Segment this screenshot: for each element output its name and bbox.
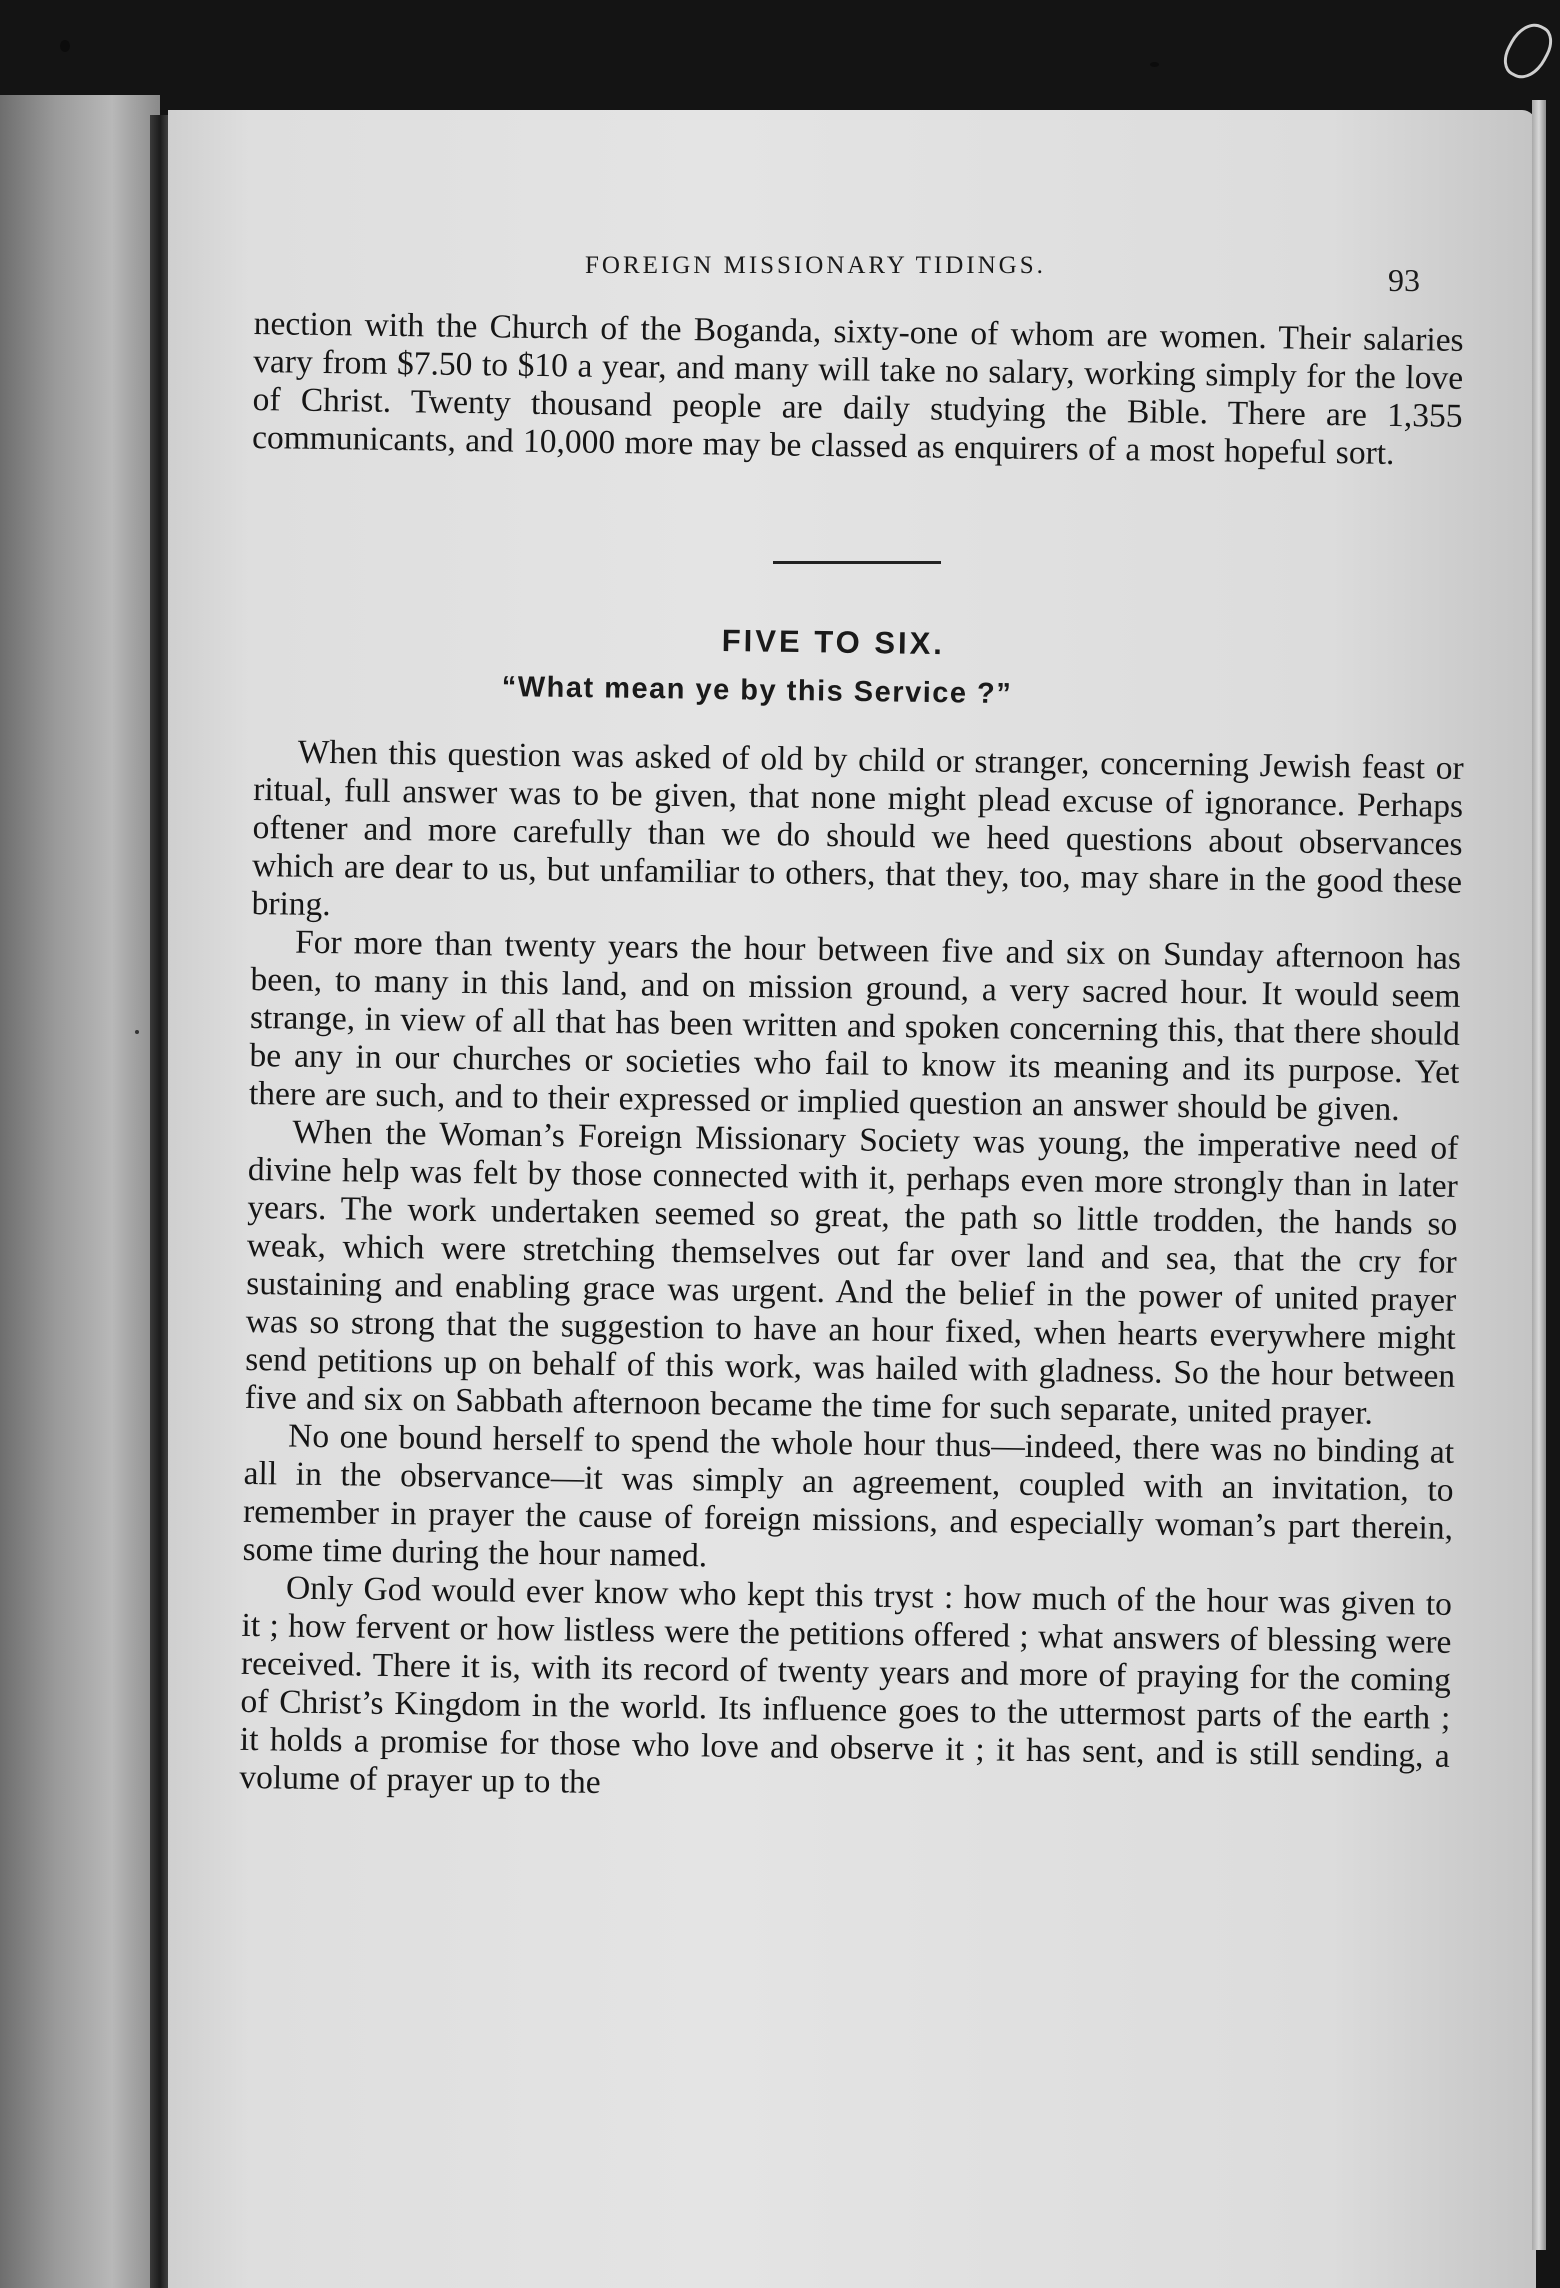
paragraph: When the Woman’s Foreign Missionary Society was young, the imperative need of divine help was felt by those connected with it, perhaps even more strongly than in later years. The work undertaken seemed so great, the path so little trodden, the hands so weak, which were stretching themselves out far over land and sea, that the cry for sustaining and enabling grace was urgent. And the belief in the power of united prayer was so strong that the suggestion to have an hour fixed, when hearts everywhere might send petitions up on behalf of this work, was hailed with gladness. So the hour between five and six on Sabbath afternoon became the time for such separate, united prayer.: [244, 1113, 1459, 1432]
section-divider: [773, 561, 941, 564]
scan-speck: [60, 40, 70, 52]
continued-paragraph: nection with the Church of the Boganda, sixty-one of whom are women. Their salaries vary from $7.50 to $10 a year, and many will take no salary, working simply for the love of Christ. Twenty thousand people are daily studying the Bible. There are 1,355 communicants, and 10,000 more may be classed as enquirers of a most hopeful sort.: [251, 305, 1464, 472]
scan-speck: [135, 1030, 139, 1034]
corner-loop-mark: [1497, 16, 1560, 86]
facing-page-edge: [0, 95, 160, 2288]
paragraph: For more than twenty years the hour between five and six on Sunday afternoon has been, to many in this land, and on mission ground, a very sacred hour. It would seem strange, in view of all that has been written and spoken concerning this, that there should be any in our churches or societies who fail to know its meaning and its purpose. Yet there are such, and to their expressed or implied question an answer should be given.: [248, 923, 1462, 1129]
page-number: 93: [1388, 262, 1420, 298]
article-body: [239, 733, 1464, 1814]
paragraph: No one bound herself to spend the whole hour thus—indeed, there was no binding at all in the observance—it was simply an agreement, coupled with an invitation, to remember in prayer the cause of foreign missions, and especially woman’s part therein, some time during the hour named.: [242, 1417, 1455, 1575]
article-title: FIVE TO SIX.: [721, 623, 946, 662]
page-stack-edge: [1532, 100, 1546, 2250]
book-spine: [150, 115, 170, 2288]
scan-speck: [1150, 62, 1159, 67]
article-subtitle: “What mean ye by this Service ?”: [501, 671, 1013, 711]
running-header: FOREIGN MISSIONARY TIDINGS.: [585, 252, 1046, 279]
paragraph: Only God would ever know who kept this tryst : how much of the hour was given to it ; how fervent or how listless were the petitions offered ; what answers of blessing were received. There it is, with its record of twenty years and more of praying for the coming of Christ’s Kingdom in the world. Its influence goes to the uttermost parts of the earth ; it holds a promise for those who love and observe it ; it has sent, and is still sending, a volume of prayer up to the: [239, 1569, 1453, 1801]
paragraph: When this question was asked of old by child or stranger, concerning Jewish feast or ritual, full answer was to be given, that none might plead excuse of ignorance. Perhaps oftener and more carefully than we do should we heed questions about observances which are dear to us, but unfamiliar to others, that they, too, may share in the good these bring.: [251, 733, 1464, 924]
